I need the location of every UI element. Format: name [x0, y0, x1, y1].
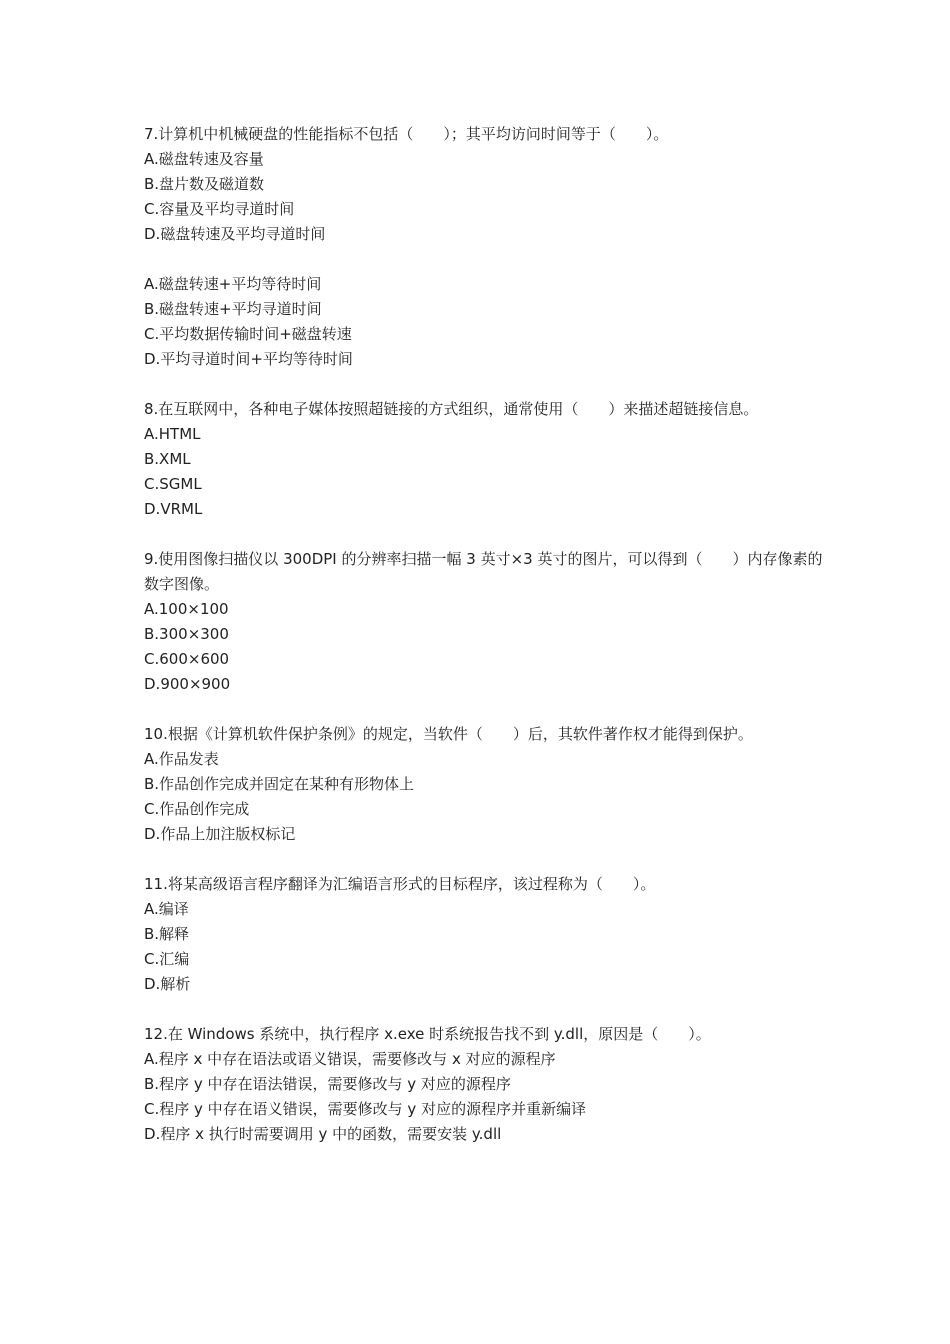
- q10-option-a: A.作品发表: [144, 750, 219, 768]
- question-11-stem: 11.将某高级语言程序翻译为汇编语言形式的目标程序，该过程称为（ ）。: [144, 875, 656, 893]
- q8-option-d: D.VRML: [144, 500, 203, 518]
- q10-option-c: C.作品创作完成: [144, 800, 250, 818]
- q7-option-d: D.磁盘转速及平均寻道时间: [144, 225, 326, 243]
- spacer: [144, 247, 824, 272]
- q12-option-d: D.程序 x 执行时需要调用 y 中的函数，需要安装 y.dll: [144, 1125, 502, 1143]
- q12-option-a: A.程序 x 中存在语法或语义错误，需要修改与 x 对应的源程序: [144, 1050, 556, 1068]
- spacer: [144, 522, 824, 547]
- q7-second-option-a: A.磁盘转速+平均等待时间: [144, 275, 322, 293]
- q7-second-option-d: D.平均寻道时间+平均等待时间: [144, 350, 353, 368]
- spacer: [144, 697, 824, 722]
- q8-option-a: A.HTML: [144, 425, 201, 443]
- q12-option-b: B.程序 y 中存在语法错误，需要修改与 y 对应的源程序: [144, 1075, 511, 1093]
- question-8-stem: 8.在互联网中，各种电子媒体按照超链接的方式组织，通常使用（ ）来描述超链接信息。: [144, 400, 759, 418]
- q7-option-c: C.容量及平均寻道时间: [144, 200, 295, 218]
- q7-option-b: B.盘片数及磁道数: [144, 175, 265, 193]
- q11-option-b: B.解释: [144, 925, 190, 943]
- q9-option-d: D.900×900: [144, 675, 231, 693]
- q9-option-c: C.600×600: [144, 650, 230, 668]
- q12-option-c: C.程序 y 中存在语义错误，需要修改与 y 对应的源程序并重新编译: [144, 1100, 587, 1118]
- spacer: [144, 372, 824, 397]
- question-9-stem: 9.使用图像扫描仪以 300DPI 的分辨率扫描一幅 3 英寸×3 英寸的图片，可以得到（ ）内存像素的数字图像。: [144, 550, 823, 593]
- q7-option-a: A.磁盘转速及容量: [144, 150, 264, 168]
- q10-option-d: D.作品上加注版权标记: [144, 825, 296, 843]
- q8-option-b: B.XML: [144, 450, 191, 468]
- q9-option-b: B.300×300: [144, 625, 229, 643]
- q7-second-option-b: B.磁盘转速+平均寻道时间: [144, 300, 322, 318]
- q11-option-a: A.编译: [144, 900, 189, 918]
- q11-option-c: C.汇编: [144, 950, 190, 968]
- spacer: [144, 997, 824, 1022]
- q11-option-d: D.解析: [144, 975, 191, 993]
- q10-option-b: B.作品创作完成并固定在某种有形物体上: [144, 775, 415, 793]
- question-7-stem: 7.计算机中机械硬盘的性能指标不包括（ ）；其平均访问时间等于（ ）。: [144, 125, 669, 143]
- question-12-stem: 12.在 Windows 系统中，执行程序 x.exe 时系统报告找不到 y.dll，原因是（ ）。: [144, 1025, 711, 1043]
- document-page: [144, 122, 824, 1147]
- question-10-stem: 10.根据《计算机软件保护条例》的规定，当软件（ ）后，其软件著作权才能得到保护。: [144, 725, 753, 743]
- q9-option-a: A.100×100: [144, 600, 229, 618]
- q8-option-c: C.SGML: [144, 475, 202, 493]
- spacer: [144, 847, 824, 872]
- q7-second-option-c: C.平均数据传输时间+磁盘转速: [144, 325, 352, 343]
